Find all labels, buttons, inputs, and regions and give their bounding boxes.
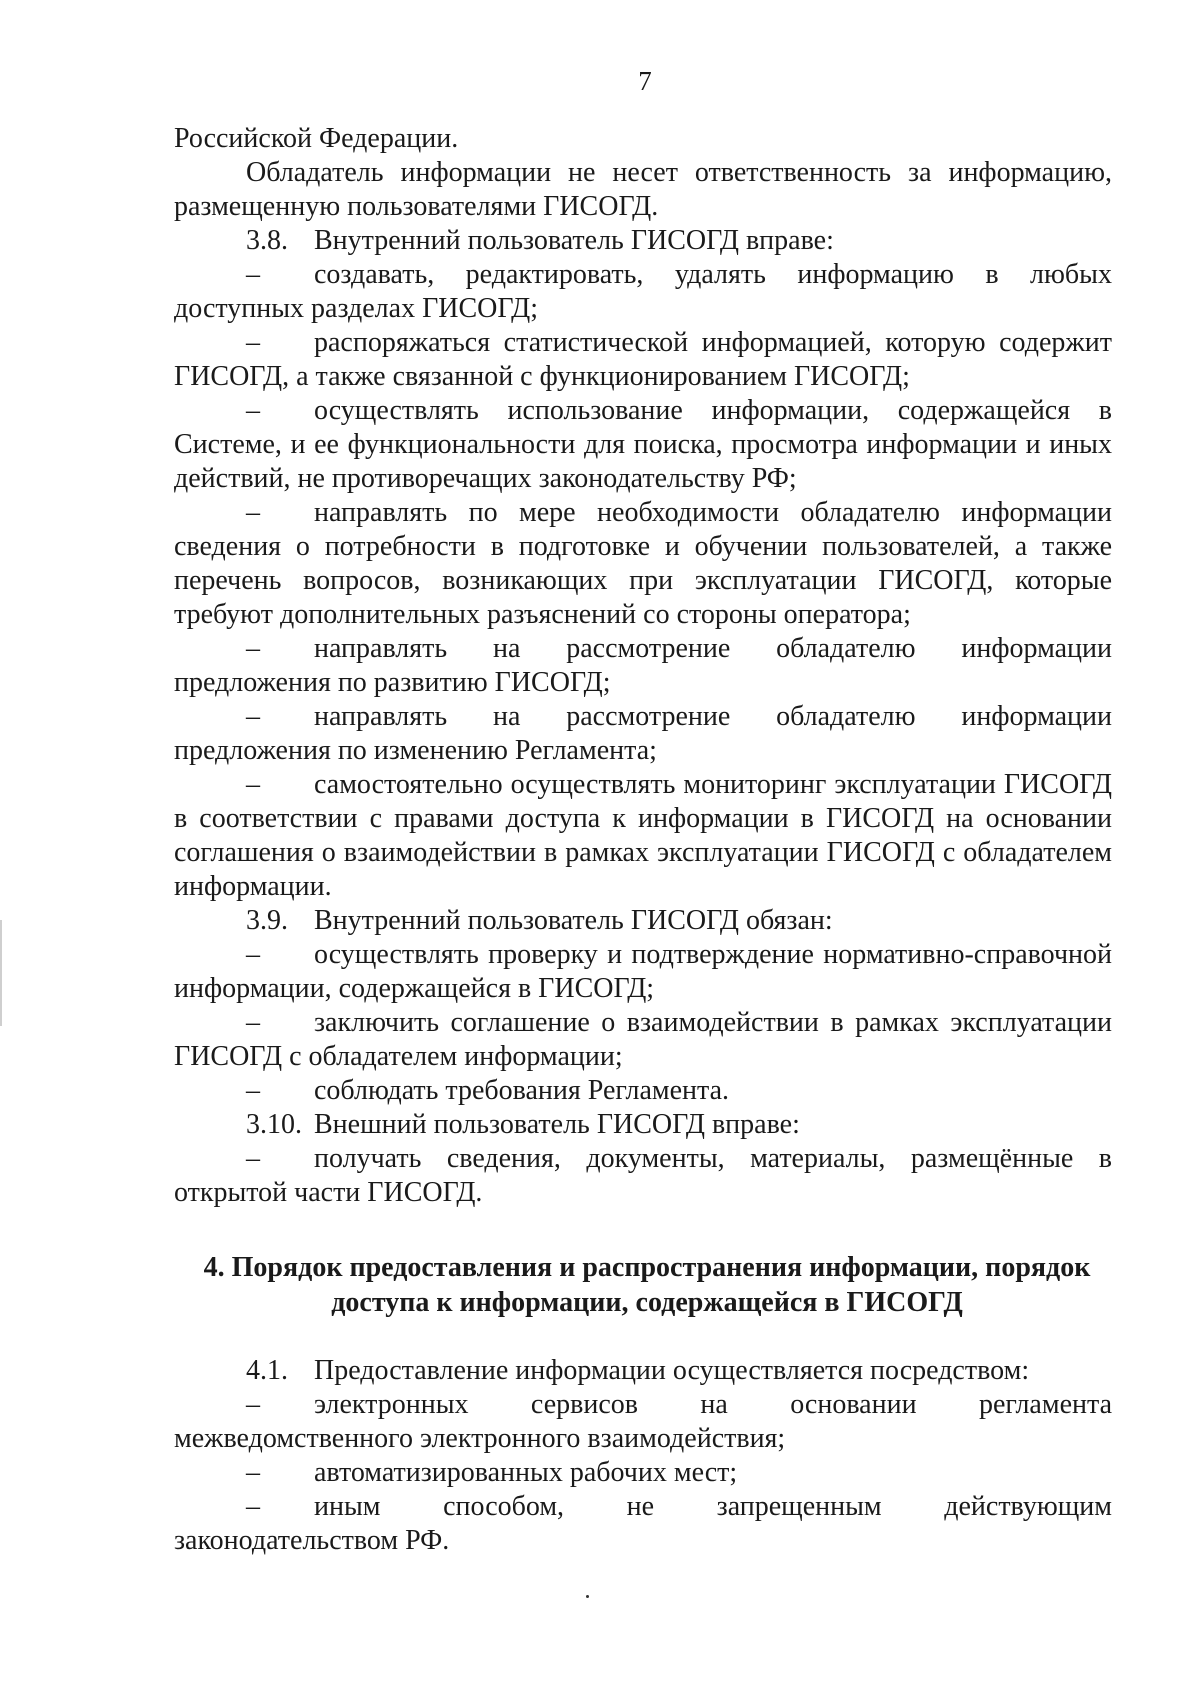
list-item-text: создавать, редактировать, удалять информацию в любых доступных разделах ГИСОГД; bbox=[174, 259, 1112, 324]
list-item bbox=[174, 632, 1112, 700]
list-item bbox=[174, 1142, 1112, 1210]
list-item-text: распоряжаться статистической информацией, которую содержит ГИСОГД, а также связанной с функционированием ГИСОГД; bbox=[174, 327, 1112, 392]
list-dash: – bbox=[246, 939, 260, 970]
list-dash: – bbox=[246, 497, 260, 528]
list-item bbox=[174, 1456, 1112, 1490]
list-item-text: направлять на рассмотрение обладателю информации предложения по развитию ГИСОГД; bbox=[174, 633, 1112, 698]
paragraph: Российской Федерации. bbox=[174, 123, 459, 154]
clause-number: 3.9. bbox=[246, 905, 288, 936]
list-dash: – bbox=[246, 259, 260, 290]
clause-number: 3.10. bbox=[246, 1109, 302, 1140]
clause-paragraph bbox=[174, 1354, 1112, 1388]
clause-number: 4.1. bbox=[246, 1355, 288, 1386]
document-body bbox=[174, 122, 1112, 1558]
clause-paragraph bbox=[174, 1108, 1112, 1142]
list-item bbox=[174, 1490, 1112, 1558]
list-dash: – bbox=[246, 1491, 260, 1522]
page-number: 7 bbox=[638, 66, 652, 96]
list-item-text: направлять по мере необходимости обладателю информации сведения о потребности в подготовке и обучении пользователей, а также перечень вопросов, возникающих при эксплуатации ГИСОГД, которые требуют дополнительных разъяснений со стороны оператора; bbox=[174, 497, 1112, 630]
list-item-text: получать сведения, документы, материалы, размещённые в открытой части ГИСОГД. bbox=[174, 1143, 1112, 1208]
list-item bbox=[174, 258, 1112, 326]
list-dash: – bbox=[246, 701, 260, 732]
list-dash: – bbox=[246, 395, 260, 426]
list-item-text: самостоятельно осуществлять мониторинг эксплуатации ГИСОГД в соответствии с правами доступа к информации в ГИСОГД на основании соглашения о взаимодействии в рамках эксплуатации ГИСОГД с обладателем информации. bbox=[174, 769, 1112, 902]
list-item bbox=[174, 394, 1112, 496]
list-item bbox=[174, 496, 1112, 632]
clause-number: 3.8. bbox=[246, 225, 288, 256]
section-3-continuation bbox=[174, 122, 1112, 1210]
list-dash: – bbox=[246, 633, 260, 664]
list-item-text: заключить соглашение о взаимодействии в рамках эксплуатации ГИСОГД с обладателем информации; bbox=[174, 1007, 1112, 1072]
clause-paragraph bbox=[174, 224, 1112, 258]
clause-text: Внешний пользователь ГИСОГД вправе: bbox=[314, 1109, 800, 1140]
section-4-heading-line-2: доступа к информации, содержащейся в ГИСОГД bbox=[331, 1287, 963, 1318]
section-4-body bbox=[174, 1354, 1112, 1558]
section-4-heading-line-1: 4. Порядок предоставления и распространения информации, порядок bbox=[203, 1252, 1091, 1283]
list-item bbox=[174, 768, 1112, 904]
list-dash: – bbox=[246, 1075, 260, 1106]
list-dash: – bbox=[246, 1143, 260, 1174]
list-item bbox=[174, 326, 1112, 394]
list-item bbox=[174, 1006, 1112, 1074]
list-item bbox=[174, 1388, 1112, 1456]
list-item-text: направлять на рассмотрение обладателю информации предложения по изменению Регламента; bbox=[174, 701, 1112, 766]
list-dash: – bbox=[246, 1007, 260, 1038]
clause-text: Предоставление информации осуществляется посредством: bbox=[314, 1355, 1030, 1386]
list-item-text: автоматизированных рабочих мест; bbox=[314, 1457, 738, 1488]
paragraph: Обладатель информации не несет ответственность за информацию, размещенную пользователями ГИСОГД. bbox=[174, 157, 1112, 222]
list-item-text: осуществлять использование информации, содержащейся в Системе, и ее функциональности для поиска, просмотра информации и иных действий, не противоречащих законодательству РФ; bbox=[174, 395, 1112, 494]
list-item bbox=[174, 700, 1112, 768]
list-item bbox=[174, 1074, 1112, 1108]
list-item-text: электронных сервисов на основании регламента межведомственного электронного взаимодействия; bbox=[174, 1389, 1112, 1454]
list-item-text: соблюдать требования Регламента. bbox=[314, 1075, 730, 1106]
list-dash: – bbox=[246, 1457, 260, 1488]
list-item-text: осуществлять проверку и подтверждение нормативно-справочной информации, содержащейся в ГИСОГД; bbox=[174, 939, 1112, 1004]
list-item bbox=[174, 938, 1112, 1006]
list-item-text: иным способом, не запрещенным действующим законодательством РФ. bbox=[174, 1491, 1112, 1556]
clause-paragraph bbox=[174, 904, 1112, 938]
scan-dot-mark bbox=[586, 1595, 589, 1598]
list-dash: – bbox=[246, 769, 260, 800]
clause-text: Внутренний пользователь ГИСОГД вправе: bbox=[314, 225, 834, 256]
list-dash: – bbox=[246, 1389, 260, 1420]
list-dash: – bbox=[246, 327, 260, 358]
section-4-heading bbox=[174, 1250, 1112, 1320]
clause-text: Внутренний пользователь ГИСОГД обязан: bbox=[314, 905, 833, 936]
scan-margin-mark bbox=[0, 920, 2, 1026]
